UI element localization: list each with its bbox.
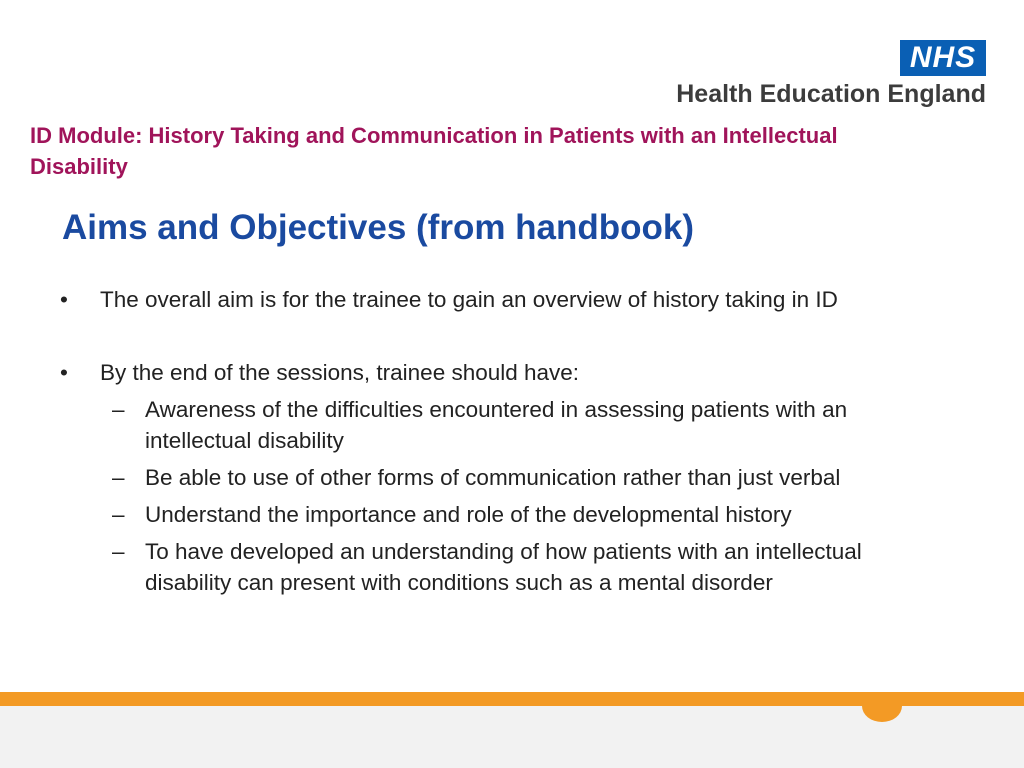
spacer — [60, 315, 920, 357]
nhs-hee-logo — [636, 40, 986, 110]
sub-item-text: Be able to use of other forms of communication rather than just verbal — [145, 465, 841, 490]
organisation-name: Health Education England — [676, 80, 986, 108]
bullet-text: By the end of the sessions, trainee should have: — [100, 360, 580, 385]
nhs-logo: NHS — [900, 40, 986, 76]
dash-marker: – — [112, 539, 125, 564]
dash-marker: – — [112, 465, 125, 490]
footer-orange-band — [0, 692, 1024, 706]
bullet-text: The overall aim is for the trainee to gain an overview of history taking in ID — [100, 287, 838, 312]
dash-marker: – — [112, 502, 125, 527]
bullet-marker: • — [60, 360, 68, 385]
dash-marker: – — [112, 397, 125, 422]
sub-item-text: To have developed an understanding of how patients with an intellectual disability can present with conditions such as a mental disorder — [145, 539, 862, 595]
sub-item-text: Understand the importance and role of the developmental history — [145, 502, 792, 527]
sub-item-text: Awareness of the difficulties encountered in assessing patients with an intellectual disability — [145, 397, 848, 453]
bullet-item — [60, 284, 920, 315]
sub-item — [60, 462, 920, 493]
bullet-item — [60, 357, 920, 388]
module-title: ID Module: History Taking and Communication in Patients with an Intellectual Disability — [30, 123, 838, 179]
bullet-marker: • — [60, 287, 68, 312]
sub-item — [60, 536, 920, 598]
slide-content — [60, 284, 920, 598]
sub-item — [60, 499, 920, 530]
slide-title: Aims and Objectives (from handbook) — [62, 208, 695, 247]
sub-item — [60, 394, 920, 456]
